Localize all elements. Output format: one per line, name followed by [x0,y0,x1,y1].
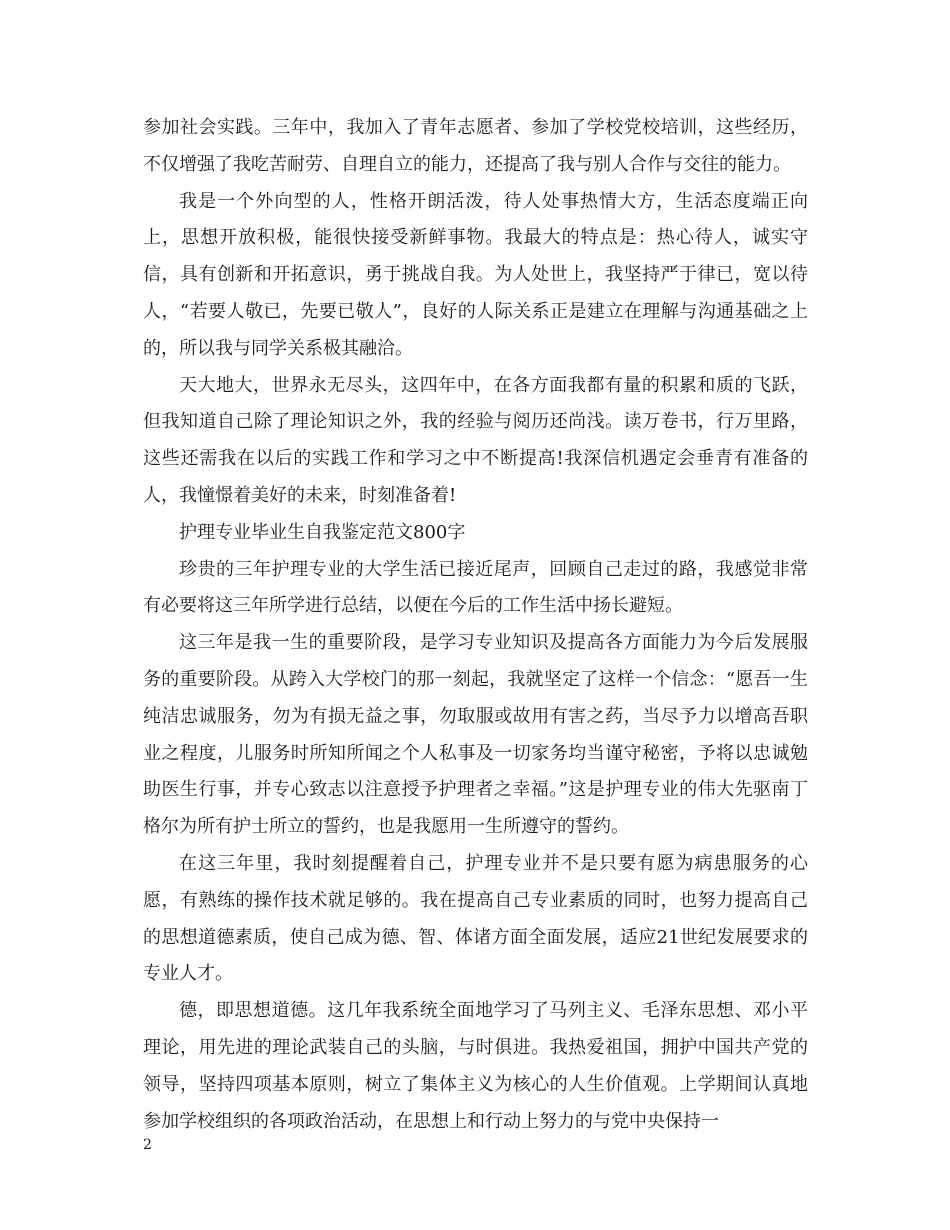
paragraph-reflection: 在这三年里，我时刻提醒着自己，护理专业并不是只要有愿为病患服务的心愿，有熟练的操作技术就足够的。我在提高自己专业素质的同时，也努力提高自己的思想道德素质，使自己成为德、智、体诸方面全面发展，适应21世纪发展要求的专业人才。 [143,852,808,985]
paragraph-intro: 珍贵的三年护理专业的大学生活已接近尾声，回顾自己走过的路，我感觉非常有必要将这三年所学进行总结，以便在今后的工作生活中扬长避短。 [143,558,808,617]
paragraph-morality: 德，即思想道德。这几年我系统全面地学习了马列主义、毛泽东思想、邓小平理论，用先进的理论武装自己的头脑，与时俱进。我热爱祖国，拥护中国共产党的领导，坚持四项基本原则，树立了集体主义为核心的人生价值观。上学期间认真地参加学校组织的各项政治活动，在思想上和行动上努力的与党中央保持一 [143,1000,808,1132]
paragraph-oath: 这三年是我一生的重要阶段，是学习专业知识及提高各方面能力为今后发展服务的重要阶段。从跨入大学校门的那一刻起，我就坚定了这样一个信念：“愿吾一生纯洁忠诚服务，勿为有损无益之事，勿取服或故用有害之药，当尽予力以增高吾职业之程度，儿服务时所知所闻之个人私事及一切家务均当谨守秘密，予将以忠诚勉助医生行事，并专心致志以注意授予护理者之幸福。”这是护理专业的伟大先驱南丁格尔为所有护士所立的誓约，也是我愿用一生所遵守的誓约。 [143,632,808,838]
paragraph-continuation: 参加社会实践。三年中，我加入了青年志愿者、参加了学校党校培训，这些经历，不仅增强了我吃苦耐劳、自理自立的能力，还提高了我与别人合作与交往的能力。 [143,117,808,175]
document-body [143,110,808,1140]
paragraph-personality: 我是一个外向型的人，性格开朗活泼，待人处事热情大方，生活态度端正向上，思想开放积极，能很快接受新鲜事物。我最大的特点是：热心待人，诚实守信，具有创新和开拓意识，勇于挑战自我。为人处世上，我坚持严于律已，宽以待人，“若要人敬已，先要已敬人”，良好的人际关系正是建立在理解与沟通基础之上的，所以我与同学关系极其融洽。 [143,190,808,359]
paragraph-future: 天大地大，世界永无尽头，这四年中，在各方面我都有量的积累和质的飞跃，但我知道自己除了理论知识之外，我的经验与阅历还尚浅。读万卷书，行万里路，这些还需我在以后的实践工作和学习之中不断提高!我深信机遇定会垂青有准备的人，我憧憬着美好的未来，时刻准备着! [143,374,808,506]
section-heading: 护理专业毕业生自我鉴定范文800字 [179,521,466,543]
page-number: 2 [143,1137,152,1153]
